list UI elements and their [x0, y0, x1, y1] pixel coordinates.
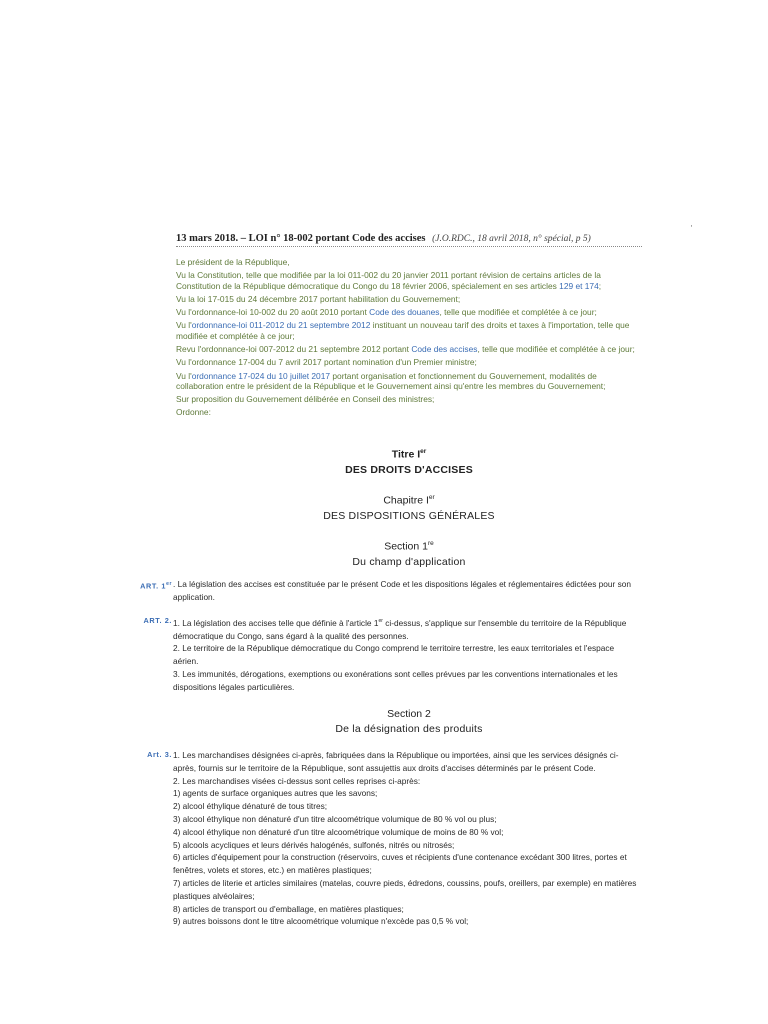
preamble-text: , telle que modifiée et complétée à ce jour; [439, 307, 597, 318]
preamble-text: Le président de la République, [176, 257, 290, 267]
chapitre-heading [176, 490, 642, 524]
preamble-link[interactable]: 129 et 174 [559, 280, 599, 291]
article-1-label: ART. 1er [140, 581, 172, 591]
article-3-list-item: 5) alcools acycliques et leurs dérivés halogénés, sulfonés, nitrés ou nitrosés; [173, 839, 455, 850]
section-2-heading [176, 707, 642, 737]
article-2-paragraph-2: 2. Le territoire de la République démocratique du Congo comprend le territoire terrestre, les eaux territoriales et l'espace aérien. [173, 643, 615, 667]
journal-reference: (J.O.RDC., 18 avril 2018, n° spécial, p 5) [432, 234, 591, 244]
section-1-number: Section 1re [384, 540, 434, 553]
law-title: 13 mars 2018. – LOI n° 18-002 portant Code des accises [176, 233, 426, 244]
preamble [176, 257, 646, 421]
preamble-paragraph [176, 371, 646, 392]
preamble-text: Vu l' [176, 370, 192, 381]
preamble-link[interactable]: Code des douanes [369, 307, 440, 318]
preamble-link[interactable]: Code des accises [411, 344, 478, 355]
titre-number: Titre Ier [391, 448, 427, 461]
preamble-text: Vu la loi 17-015 du 24 décembre 2017 portant habilitation du Gouvernement; [176, 293, 461, 304]
preamble-link[interactable]: ordonnance 17-024 du 10 juillet 2017 [191, 370, 331, 381]
preamble-text: portant organisation et fonctionnement du Gouvernement, modalités de collaboration entre le président de la République et le Gouvernement ainsi qu'entre les membres du Gouvernement; [176, 370, 606, 392]
preamble-link[interactable]: ordonnance-loi 011-2012 du 21 septembre 2012 [191, 320, 371, 331]
article-3-list-item: 3) alcool éthylique non dénaturé d'un titre alcoométrique volumique de 80 % vol ou plus; [173, 813, 497, 824]
article-3-list-item: 2) alcool éthylique dénaturé de tous titres; [173, 801, 328, 812]
section-2-title: De la désignation des produits [335, 723, 483, 735]
preamble-text: Vu l'ordonnance 17-004 du 7 avril 2017 portant nomination d'un Premier ministre; [176, 357, 477, 368]
article-2-paragraph-1: 1. La législation des accises telle que définie à l'article 1er ci-dessus, s'applique sur l'ensemble du territoire de la République démocratique du Congo, sans égard à la qualité des personnes. [173, 617, 627, 641]
article-3-list-item: 9) autres boissons dont le titre alcoométrique volumique n'excède pas 0,5 % vol; [173, 916, 469, 927]
section-1-title: Du champ d'application [352, 555, 466, 568]
preamble-text: Sur proposition du Gouvernement délibérée en Conseil des ministres; [176, 394, 435, 405]
article-3-list-item: 1) agents de surface organiques autres que les savons; [173, 788, 378, 799]
section-2-number: Section 2 [387, 708, 431, 720]
article-3-paragraph: 2. Les marchandises visées ci-dessus sont celles reprises ci-après: [173, 775, 421, 786]
preamble-text: Ordonne: [176, 407, 211, 418]
article-3-list-item: 4) alcool éthylique non dénaturé d'un titre alcoométrique volumique de moins de 80 % vol; [173, 826, 504, 837]
article-1 [140, 578, 640, 604]
article-1-text: . La législation des accises est constituée par le présent Code et les dispositions légales et réglementaires édictées pour son application. [173, 579, 631, 602]
preamble-text: Vu la Constitution, telle que modifiée par la loi 011-002 du 20 janvier 2011 portant révision de certains articles de la Constitution de la République démocratique du Congo du 18 février 2006, spécialement en ses articles [176, 270, 601, 291]
chapitre-number: Chapitre Ier [383, 494, 435, 507]
article-3-list-item: 8) articles de transport ou d'emballage, en matières plastiques; [173, 903, 404, 914]
titre-heading [176, 444, 642, 478]
chapitre-title: DES DISPOSITIONS GÉNÉRALES [323, 509, 495, 522]
article-3 [140, 749, 640, 928]
preamble-text: Vu l'ordonnance-loi 10-002 du 20 août 2010 portant [176, 307, 370, 318]
article-2 [140, 615, 640, 694]
article-3-list-item: 7) articles de literie et articles similaires (matelas, couvre pieds, édredons, coussins, poufs, oreillers, par exemple) en matières plastiques alvéolaires; [173, 877, 637, 901]
preamble-paragraph [176, 344, 646, 355]
preamble-text: Revu l'ordonnance-loi 007-2012 du 21 septembre 2012 portant [176, 344, 412, 355]
titre-title: DES DROITS D'ACCISES [345, 463, 473, 476]
preamble-paragraph [176, 270, 646, 291]
article-2-label: ART. 2. [143, 616, 172, 625]
preamble-paragraph [176, 307, 646, 318]
preamble-paragraph [176, 394, 646, 405]
preamble-paragraph [176, 357, 646, 368]
preamble-paragraph [176, 294, 646, 305]
preamble-text: ; [598, 280, 602, 291]
article-2-paragraph-3: 3. Les immunités, dérogations, exemptions ou exonérations sont celles prévues par les conventions internationales et les dispositions légales particulières. [173, 668, 618, 692]
article-3-label: Art. 3. [147, 750, 172, 759]
document-header [176, 233, 642, 247]
section-1-heading [176, 536, 642, 570]
preamble-paragraph [176, 407, 646, 418]
article-3-paragraph: 1. Les marchandises désignées ci-après, fabriquées dans la République ou importées, ainsi que les services désignés ci-après, fournis sur le territoire de la République, sont assujettis aux droits d'accises déterminés par le présent Code. [173, 750, 619, 773]
preamble-paragraph [176, 320, 646, 341]
stray-dot: · [690, 221, 693, 231]
preamble-text: Vu l' [176, 320, 192, 331]
preamble-text: , telle que modifiée et complétée à ce jour; [477, 344, 635, 355]
preamble-text: instituant un nouveau tarif des droits et taxes à l'importation, telle que modifiée et complétée à ce jour; [176, 320, 630, 341]
preamble-paragraph [176, 257, 646, 268]
article-3-list-item: 6) articles d'équipement pour la construction (réservoirs, cuves et récipients d'une contenance excédant 300 litres, portes et fenêtres, volets et stores, etc.) en matières plastiques; [173, 852, 627, 876]
